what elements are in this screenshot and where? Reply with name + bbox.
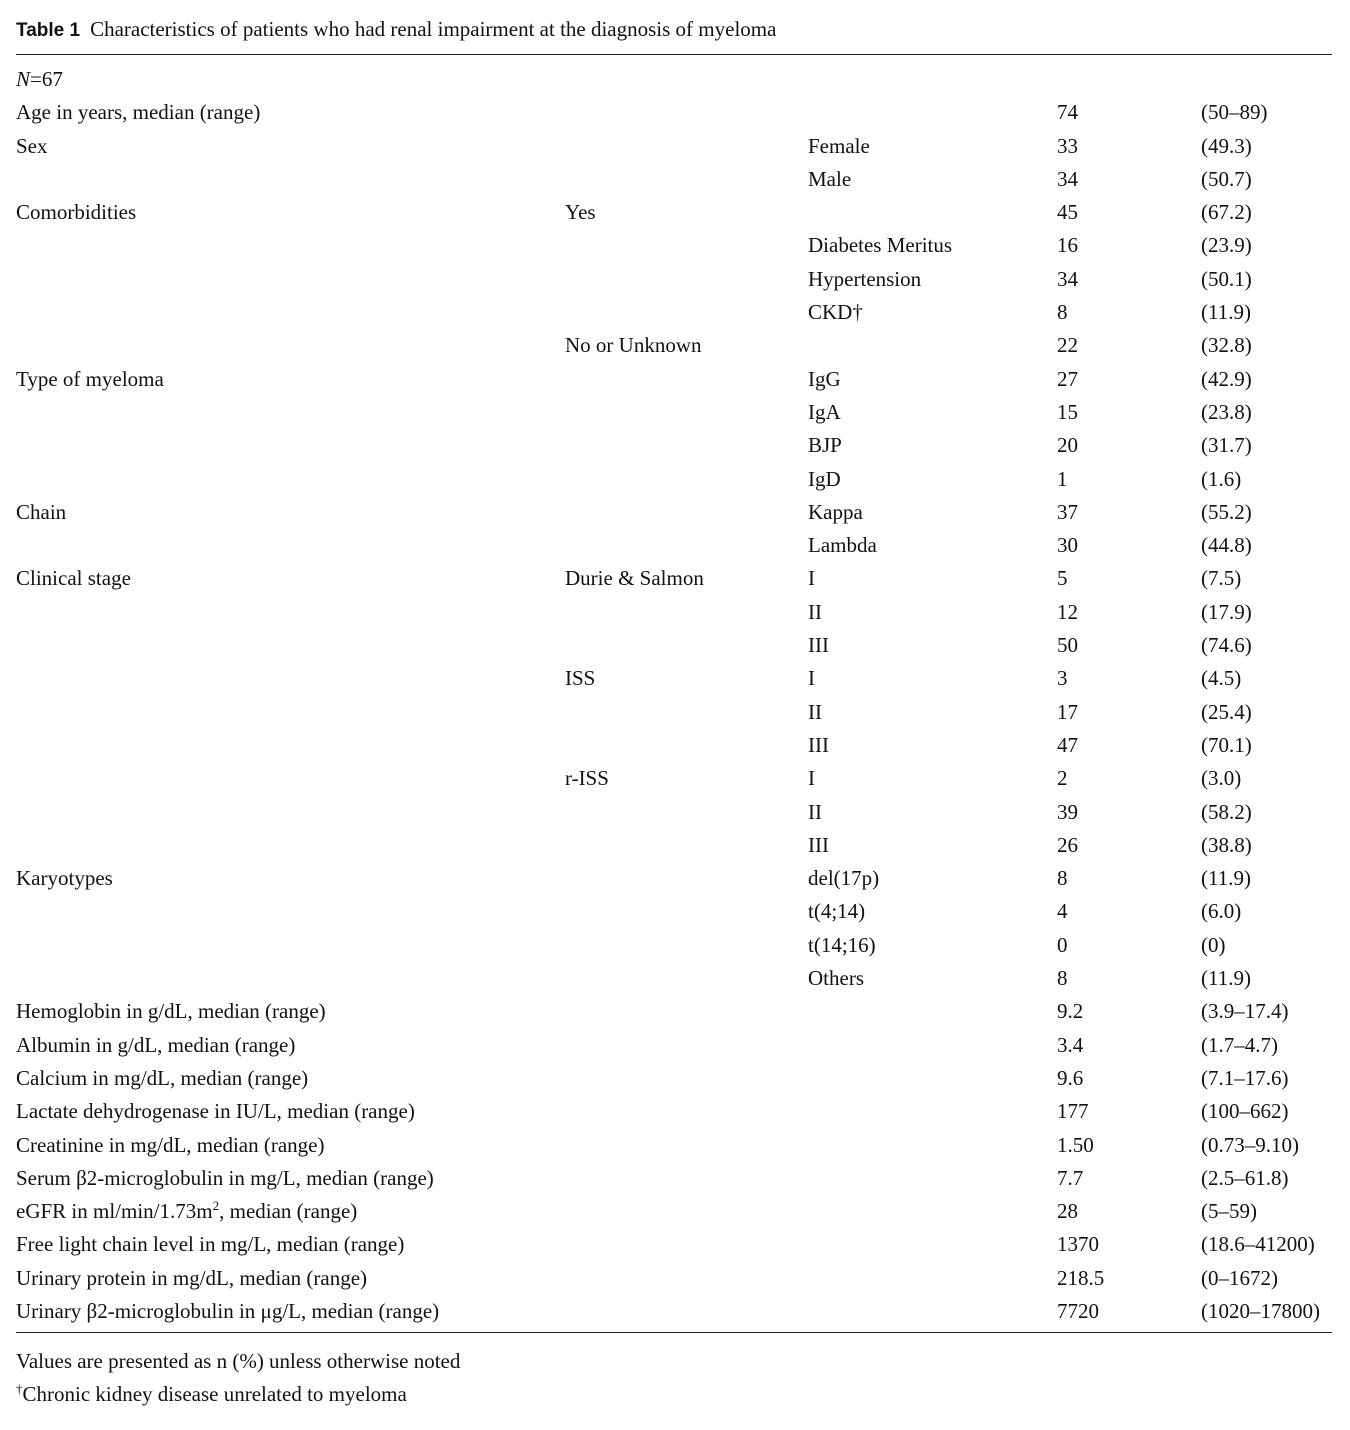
row-category (808, 1095, 1057, 1128)
row-category (808, 1262, 1057, 1295)
characteristics-table (16, 63, 1332, 1328)
row-category: Diabetes Meritus (808, 233, 953, 258)
row-label: Albumin in g/dL, median (range) (16, 1032, 296, 1057)
row-category: t(4;14) (808, 899, 866, 924)
table-row (16, 1195, 1332, 1228)
table-figure (16, 14, 1332, 1411)
row-percent: (23.9) (1201, 233, 1252, 258)
row-subgroup (565, 529, 808, 562)
row-count: 3.4 (1057, 1032, 1084, 1057)
row-category: III (808, 732, 829, 757)
row-category (808, 196, 1057, 229)
table-row (16, 629, 1332, 662)
row-percent: (1.6) (1201, 466, 1242, 491)
row-category: IgA (808, 399, 841, 424)
table-row (16, 1029, 1332, 1062)
row-count: 8 (1057, 300, 1068, 325)
row-percent: (18.6–41200) (1201, 1232, 1315, 1257)
row-label (16, 163, 565, 196)
row-percent: (70.1) (1201, 732, 1252, 757)
table-row (16, 1162, 1332, 1195)
row-subgroup (565, 1062, 808, 1095)
table-row (16, 1262, 1332, 1295)
row-category: Female (808, 133, 870, 158)
table-title: Characteristics of patients who had renal impairment at the diagnosis of myeloma (90, 17, 777, 41)
row-count: 7720 (1057, 1298, 1099, 1323)
row-subgroup (565, 1195, 808, 1228)
table-row (16, 1062, 1332, 1095)
row-label: Creatinine in mg/dL, median (range) (16, 1132, 325, 1157)
table-footnotes (16, 1345, 1332, 1411)
row-subgroup (565, 229, 808, 262)
row-label (16, 296, 565, 329)
table-row (16, 696, 1332, 729)
table-row (16, 895, 1332, 928)
table-row (16, 1129, 1332, 1162)
table-row (16, 562, 1332, 595)
row-label (16, 396, 565, 429)
row-percent: (50–89) (1201, 100, 1268, 125)
row-count: 3 (1057, 666, 1068, 691)
table-row (16, 829, 1332, 862)
table-label: Table 1 (16, 20, 81, 41)
row-subgroup (565, 396, 808, 429)
row-label: Type of myeloma (16, 366, 164, 391)
row-count: 34 (1057, 266, 1078, 291)
row-label (16, 429, 565, 462)
row-subgroup (565, 463, 808, 496)
row-percent: (4.5) (1201, 666, 1242, 691)
table-row (16, 329, 1332, 362)
row-percent: (67.2) (1201, 200, 1252, 225)
row-category: IgG (808, 366, 841, 391)
row-count: 2 (1057, 766, 1068, 791)
row-category (808, 1129, 1057, 1162)
row-label: Hemoglobin in g/dL, median (range) (16, 999, 326, 1024)
row-count: 50 (1057, 633, 1078, 658)
row-percent: (44.8) (1201, 533, 1252, 558)
row-percent: (0–1672) (1201, 1265, 1278, 1290)
row-percent: (11.9) (1201, 966, 1251, 991)
table-row (16, 1295, 1332, 1328)
row-category (808, 1228, 1057, 1261)
row-count: 39 (1057, 799, 1078, 824)
row-subgroup (565, 1095, 808, 1128)
row-subgroup (565, 596, 808, 629)
row-count: 7.7 (1057, 1165, 1084, 1190)
row-label: Calcium in mg/dL, median (range) (16, 1065, 309, 1090)
row-count: 26 (1057, 832, 1078, 857)
row-label (16, 596, 565, 629)
footnote-values: Values are presented as n (%) unless otherwise noted (16, 1349, 461, 1374)
row-subgroup: Yes (565, 200, 596, 225)
row-count: 28 (1057, 1199, 1078, 1224)
n-value: =67 (30, 67, 63, 91)
superscript: 2 (212, 1198, 220, 1214)
row-category (808, 1029, 1057, 1062)
row-subgroup (565, 1295, 808, 1328)
row-label-text: eGFR in ml/min/1.73m (16, 1199, 213, 1224)
row-category: IgD (808, 466, 841, 491)
row-label: Comorbidities (16, 200, 137, 225)
row-label (16, 829, 565, 862)
row-percent: (7.5) (1201, 566, 1242, 591)
top-rule (16, 54, 1332, 55)
table-caption (16, 14, 1332, 44)
table-row (16, 762, 1332, 795)
row-count: 34 (1057, 166, 1078, 191)
row-label: Age in years, median (range) (16, 100, 261, 125)
dagger-mark: † (16, 1381, 23, 1397)
row-percent: (23.8) (1201, 399, 1252, 424)
row-subgroup (565, 130, 808, 163)
table-row (16, 1095, 1332, 1128)
row-label (16, 662, 565, 695)
row-percent: (58.2) (1201, 799, 1252, 824)
footnote-dagger-text: Chronic kidney disease unrelated to myeloma (22, 1382, 407, 1407)
row-category: I (808, 766, 815, 791)
row-percent: (38.8) (1201, 832, 1252, 857)
table-row (16, 796, 1332, 829)
row-label (16, 729, 565, 762)
row-count: 1370 (1057, 1232, 1099, 1257)
row-category: Kappa (808, 499, 863, 524)
table-row-n (16, 63, 1332, 96)
row-percent: (32.8) (1201, 333, 1252, 358)
row-label (16, 929, 565, 962)
row-subgroup (565, 796, 808, 829)
row-category: Others (808, 966, 864, 991)
n-cell (16, 63, 565, 96)
row-category (808, 1295, 1057, 1328)
row-subgroup (565, 862, 808, 895)
row-percent: (5–59) (1201, 1199, 1257, 1224)
footnote-dagger (16, 1378, 1332, 1411)
row-count: 33 (1057, 133, 1078, 158)
table-row (16, 429, 1332, 462)
table-row (16, 96, 1332, 129)
row-category (808, 995, 1057, 1028)
row-category (808, 96, 1057, 129)
bottom-rule (16, 1332, 1332, 1333)
row-count: 4 (1057, 899, 1068, 924)
row-percent: (2.5–61.8) (1201, 1165, 1289, 1190)
row-subgroup (565, 929, 808, 962)
row-count: 8 (1057, 966, 1068, 991)
row-count: 177 (1057, 1099, 1089, 1124)
row-category (808, 329, 1057, 362)
row-category: CKD† (808, 300, 863, 325)
row-subgroup (565, 1162, 808, 1195)
row-percent: (1.7–4.7) (1201, 1032, 1278, 1057)
row-label (16, 762, 565, 795)
row-percent: (17.9) (1201, 599, 1252, 624)
row-count: 27 (1057, 366, 1078, 391)
row-percent: (11.9) (1201, 300, 1251, 325)
row-subgroup (565, 629, 808, 662)
row-count: 9.2 (1057, 999, 1084, 1024)
row-percent: (55.2) (1201, 499, 1252, 524)
table-row (16, 962, 1332, 995)
row-count: 15 (1057, 399, 1078, 424)
row-category: Hypertension (808, 266, 922, 291)
row-count: 9.6 (1057, 1065, 1084, 1090)
row-count: 30 (1057, 533, 1078, 558)
row-label: Free light chain level in mg/L, median (range) (16, 1232, 405, 1257)
row-subgroup (565, 995, 808, 1028)
row-percent: (6.0) (1201, 899, 1242, 924)
row-subgroup (565, 429, 808, 462)
row-category: BJP (808, 433, 842, 458)
row-category: del(17p) (808, 866, 880, 891)
row-count: 12 (1057, 599, 1078, 624)
row-label: Lactate dehydrogenase in IU/L, median (range) (16, 1099, 415, 1124)
row-count: 20 (1057, 433, 1078, 458)
table-row (16, 929, 1332, 962)
row-count: 37 (1057, 499, 1078, 524)
row-label (16, 329, 565, 362)
row-count: 8 (1057, 866, 1068, 891)
table-row (16, 596, 1332, 629)
table-row (16, 130, 1332, 163)
row-label (16, 229, 565, 262)
row-percent: (100–662) (1201, 1099, 1289, 1124)
row-percent: (31.7) (1201, 433, 1252, 458)
row-subgroup (565, 1228, 808, 1261)
row-label (16, 696, 565, 729)
row-subgroup (565, 829, 808, 862)
row-count: 218.5 (1057, 1265, 1105, 1290)
row-label (16, 463, 565, 496)
row-label-text: , median (range) (219, 1199, 358, 1224)
row-category (808, 1062, 1057, 1095)
row-label: Urinary β2-microglobulin in μg/L, median (range) (16, 1298, 440, 1323)
row-percent: (7.1–17.6) (1201, 1065, 1289, 1090)
row-subgroup (565, 363, 808, 396)
row-category: III (808, 633, 829, 658)
row-subgroup (565, 96, 808, 129)
row-subgroup (565, 1129, 808, 1162)
row-category: Male (808, 166, 852, 191)
row-subgroup: Durie & Salmon (565, 566, 704, 591)
table-row (16, 496, 1332, 529)
table-row (16, 862, 1332, 895)
row-percent: (3.9–17.4) (1201, 999, 1289, 1024)
row-percent: (1020–17800) (1201, 1298, 1320, 1323)
row-label: Clinical stage (16, 566, 131, 591)
row-label (16, 263, 565, 296)
row-category: II (808, 599, 822, 624)
row-subgroup (565, 296, 808, 329)
table-row (16, 529, 1332, 562)
row-percent: (3.0) (1201, 766, 1242, 791)
row-count: 47 (1057, 732, 1078, 757)
row-subgroup (565, 696, 808, 729)
row-category: II (808, 699, 822, 724)
table-row (16, 163, 1332, 196)
row-label: Urinary protein in mg/dL, median (range) (16, 1265, 368, 1290)
row-percent: (25.4) (1201, 699, 1252, 724)
row-label: Sex (16, 133, 48, 158)
n-symbol: N (16, 67, 31, 91)
row-category: t(14;16) (808, 932, 876, 957)
row-subgroup (565, 962, 808, 995)
row-count: 1.50 (1057, 1132, 1094, 1157)
table-row (16, 196, 1332, 229)
table-row (16, 396, 1332, 429)
table-row (16, 229, 1332, 262)
table-row (16, 263, 1332, 296)
table-row (16, 729, 1332, 762)
row-percent: (42.9) (1201, 366, 1252, 391)
row-percent: (0.73–9.10) (1201, 1132, 1299, 1157)
row-label: Karyotypes (16, 866, 113, 891)
row-category: III (808, 832, 829, 857)
row-percent: (11.9) (1201, 866, 1251, 891)
row-category (808, 1195, 1057, 1228)
row-count: 74 (1057, 100, 1078, 125)
row-label (16, 629, 565, 662)
row-category: II (808, 799, 822, 824)
row-percent: (74.6) (1201, 633, 1252, 658)
row-category: Lambda (808, 533, 877, 558)
table-row (16, 296, 1332, 329)
row-category: I (808, 666, 815, 691)
row-subgroup (565, 1262, 808, 1295)
table-row (16, 662, 1332, 695)
row-count: 1 (1057, 466, 1068, 491)
row-subgroup (565, 263, 808, 296)
table-row (16, 363, 1332, 396)
table-row (16, 1228, 1332, 1261)
row-category: I (808, 566, 815, 591)
row-count: 22 (1057, 333, 1078, 358)
row-label (16, 529, 565, 562)
row-percent: (0) (1201, 932, 1226, 957)
row-subgroup: r-ISS (565, 766, 609, 791)
table-row (16, 463, 1332, 496)
table-row (16, 995, 1332, 1028)
row-label: Serum β2-microglobulin in mg/L, median (range) (16, 1165, 434, 1190)
row-count: 17 (1057, 699, 1078, 724)
row-label (16, 1195, 565, 1228)
row-label (16, 796, 565, 829)
row-percent: (50.7) (1201, 166, 1252, 191)
row-label: Chain (16, 499, 67, 524)
row-category (808, 1162, 1057, 1195)
row-count: 45 (1057, 200, 1078, 225)
row-subgroup: No or Unknown (565, 333, 702, 358)
row-subgroup (565, 729, 808, 762)
row-subgroup: ISS (565, 666, 596, 691)
row-subgroup (565, 163, 808, 196)
row-subgroup (565, 895, 808, 928)
row-subgroup (565, 496, 808, 529)
row-count: 0 (1057, 932, 1068, 957)
row-percent: (50.1) (1201, 266, 1252, 291)
table-body (16, 63, 1332, 1328)
row-count: 16 (1057, 233, 1078, 258)
row-subgroup (565, 1029, 808, 1062)
row-percent: (49.3) (1201, 133, 1252, 158)
row-count: 5 (1057, 566, 1068, 591)
row-label (16, 895, 565, 928)
row-label (16, 962, 565, 995)
